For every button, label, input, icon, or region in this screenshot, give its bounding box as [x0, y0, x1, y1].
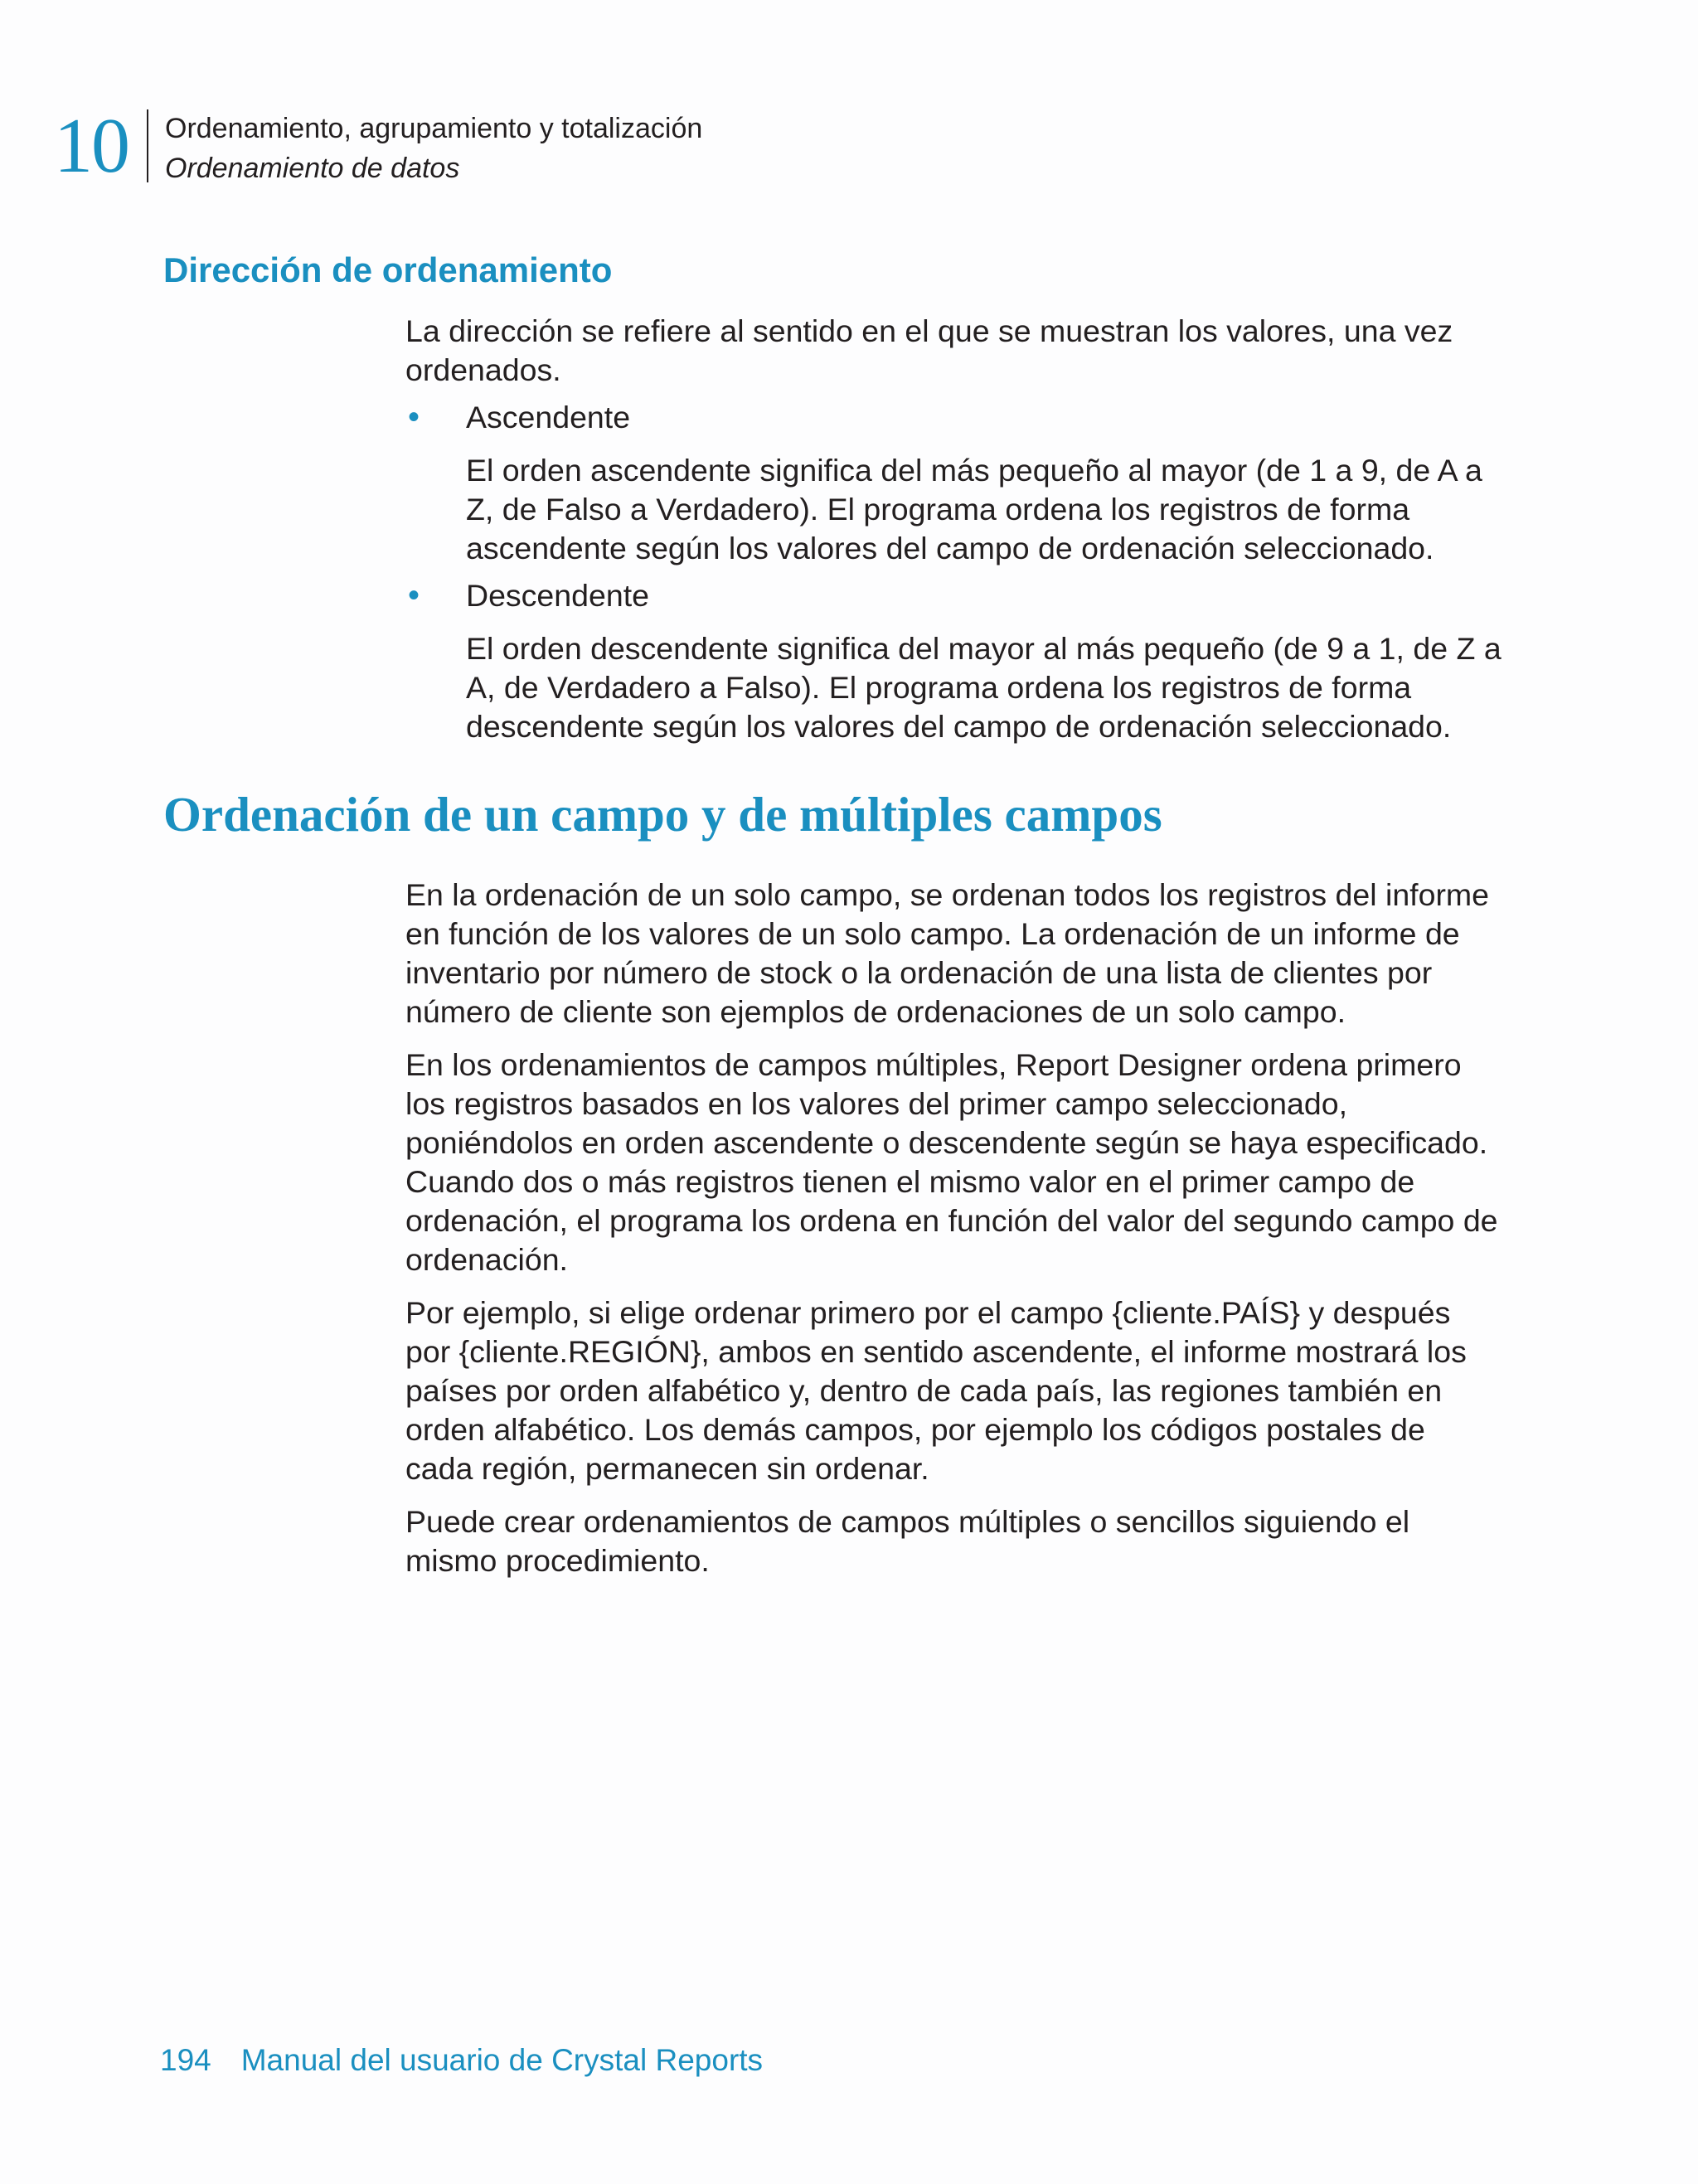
paragraph: Puede crear ordenamientos de campos múltiples o sencillos siguiendo el mismo procedimiento.: [405, 1504, 1410, 1578]
paragraph: En los ordenamientos de campos múltiples, Report Designer ordena primero los registros basados en los valores del primer campo seleccionado, poniéndolos en orden ascendente o descendente según se haya especificado. Cuando dos o más registros tienen el mismo valor en el primer campo de ordenación, el programa los ordena en función del valor del segundo campo de ordenación.: [405, 1047, 1498, 1277]
fields-heading: Ordenación de un campo y de múltiples campos: [163, 787, 1162, 842]
direction-heading: Dirección de ordenamiento: [163, 250, 613, 289]
page-footer: [160, 2043, 763, 2078]
bullet-icon: •: [408, 577, 420, 614]
chapter-title: Ordenamiento, agrupamiento y totalización: [165, 113, 703, 144]
book-title: Manual del usuario de Crystal Reports: [240, 2043, 764, 2077]
direction-intro: [405, 312, 1500, 390]
bullet-description: El orden ascendente significa del más pequeño al mayor (de 1 a 9, de A a Z, de Falso a Verdadero). El programa ordena los registros de forma ascendente según los valores del campo de ordenación seleccionado.: [466, 453, 1482, 565]
fields-body: [405, 876, 1500, 1594]
bullet-label: Descendente: [466, 578, 649, 613]
bullet-description: El orden descendente significa del mayor al más pequeño (de 9 a 1, de Z a A, de Verdadero a Falso). El programa ordena los registros de forma descendente según los valores del campo de ordenación seleccionado.: [466, 631, 1502, 744]
chapter-divider: [147, 109, 148, 182]
paragraph: En la ordenación de un solo campo, se ordenan todos los registros del informe en función de los valores de un solo campo. La ordenación de un informe de inventario por número de stock o la ordenación de una lista de clientes por número de cliente son ejemplos de ordenaciones de un solo campo.: [405, 877, 1490, 1029]
paragraph: Por ejemplo, si elige ordenar primero por el campo {cliente.PAÍS} y después por {cliente.REGIÓN}, ambos en sentido ascendente, el informe mostrará los países por orden alfabético y, dentro de cada país, las regiones también en orden alfabético. Los demás campos, por ejemplo los códigos postales de cada región, permanecen sin ordenar.: [405, 1295, 1467, 1486]
bullet-icon: •: [408, 399, 420, 435]
chapter-number: 10: [54, 103, 129, 189]
intro-paragraph: La dirección se refiere al sentido en el que se muestran los valores, una vez ordenados.: [405, 313, 1453, 387]
bullet-label: Ascendente: [466, 400, 631, 434]
section-title: Ordenamiento de datos: [165, 153, 460, 184]
page-number: 194: [160, 2043, 211, 2077]
